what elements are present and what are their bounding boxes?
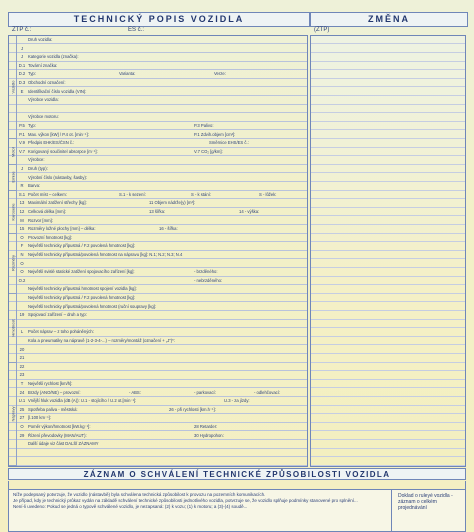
table-row — [9, 389, 307, 397]
section-label-text: Vozidlo — [10, 80, 15, 94]
row-code: 24 — [19, 389, 25, 395]
table-row — [9, 440, 307, 448]
row-label: Kola a pneumatiky na nápravě (1-2-3-4-...) – rozměry/montáž (označení + „J“)*: — [28, 338, 175, 343]
table-row — [9, 432, 307, 440]
row-code: T — [20, 381, 24, 386]
row-label: Spotřeba paliva - městská: — [28, 406, 78, 412]
change-row — [311, 423, 465, 431]
table-row — [9, 346, 307, 354]
table-row — [9, 457, 307, 465]
row-label: Předpis EHK/ES/ČSN č.: — [28, 140, 75, 146]
row-subfield-label: 14 - výška: — [239, 209, 260, 214]
change-row — [311, 320, 465, 328]
row-code: V.7 — [19, 148, 25, 154]
section-label-text: Rozměry — [10, 255, 15, 272]
row-label: Počet náprav – z toho poháněných: — [28, 329, 94, 335]
row-subfield-label: 16 - šířka: — [159, 226, 178, 232]
row-label: Korigovaný součinitel absorpce [m⁻¹]: — [28, 148, 98, 154]
change-row — [311, 251, 465, 259]
approval-section-title: ZÁZNAM O SCHVÁLENÍ TECHNICKÉ ZPŮSOBILOSTI VOZIDLA — [8, 468, 466, 480]
row-label: Další údaje viz část DALŠÍ ZÁZNAMY — [28, 441, 99, 447]
row-label: Druh vozidla: — [28, 37, 53, 42]
row-subfield-label: Varianta: — [119, 71, 136, 77]
section-label-text: Nápravy — [10, 406, 15, 422]
row-code: P.5 — [19, 123, 25, 128]
row-subfield-label: - nebrzděného: — [194, 277, 223, 283]
table-row — [9, 53, 307, 61]
section-label-text: Hmotnost — [10, 319, 15, 337]
row-label: Typ: — [28, 123, 36, 128]
row-code: V.9 — [19, 140, 25, 146]
table-row — [9, 165, 307, 173]
row-label: Řízení převodovky (MAN/AUT): — [28, 432, 87, 438]
row-code: S.1 — [18, 191, 26, 197]
table-row — [9, 277, 307, 285]
change-row — [311, 191, 465, 199]
change-row — [311, 380, 465, 388]
change-row — [311, 389, 465, 397]
row-code: 15 — [19, 226, 25, 232]
row-label: Vnější hluk vozidla (dB (A)): U.1 - stojícího / U.2 ot.[min⁻¹]: — [28, 398, 137, 404]
change-row — [311, 449, 465, 457]
section-label — [9, 363, 17, 466]
change-row — [311, 346, 465, 354]
change-row — [311, 260, 465, 268]
row-code: E — [20, 88, 24, 94]
table-row — [9, 303, 307, 311]
row-subfield-label: P.1 Zdvih.objem [cm³]: — [194, 131, 236, 137]
table-row — [9, 354, 307, 362]
table-row — [9, 217, 307, 225]
table-row — [9, 449, 307, 457]
row-label: Max. výkon [kW] / P.4 ot. [min⁻¹]: — [28, 131, 89, 137]
row-code: D.1 — [18, 62, 26, 68]
row-subfield-label: - parkovací: — [194, 389, 216, 395]
section-label-text: Emise — [10, 171, 15, 183]
change-row — [311, 53, 465, 61]
row-code: O — [20, 424, 24, 429]
row-label: Počet míst – celkem: — [28, 191, 67, 197]
row-subfield-label: 28 Retarder: — [194, 424, 218, 429]
change-row — [311, 79, 465, 87]
change-row — [311, 457, 465, 465]
row-code: 12 — [19, 209, 25, 214]
approval-statement-2: Je případ, kdy je technický průkaz vydán na základě schválení technické způsobilosti jednotlivého vozidla, potvrzuje se, že vozidlo splňuje podmínky stanovené pro splnění... — [13, 498, 358, 504]
table-row — [9, 96, 307, 104]
change-row — [311, 242, 465, 250]
row-label: Maximální zatížení střechy [kg]: — [28, 200, 87, 206]
row-subfield-label: - odlehčovací: — [254, 389, 281, 395]
row-code: M — [20, 217, 24, 223]
section-label — [9, 294, 17, 363]
row-subfield-label: U.3 - za jízdy: — [224, 398, 250, 404]
row-subfield-label: V.7 CO₂ [g/km]: — [194, 148, 223, 154]
change-row — [311, 36, 465, 44]
table-row — [9, 311, 307, 319]
row-label: Celková délka [mm]: — [28, 209, 66, 214]
approval-statement-1: Níže podepsaný potvrzuje, že vozidlo (nástavbě) byla schválena technická způsobilost k provozu na pozemních komunikacích. — [13, 492, 266, 497]
table-row — [9, 148, 307, 156]
approval-note: Doklad o ruleyé vozidla - záznam o celkém projednávání — [391, 490, 467, 531]
row-label: Kategorie vozidla (značka): — [28, 54, 79, 60]
row-label: Druh (typ): — [28, 166, 48, 171]
table-row — [9, 70, 307, 78]
change-row — [311, 294, 465, 302]
change-row — [311, 277, 465, 285]
row-subfield-label: S - lůžek: — [259, 191, 277, 197]
row-subfield-label: S.1 - k sezení: — [119, 191, 146, 197]
table-row — [9, 62, 307, 70]
change-row — [311, 225, 465, 233]
change-row — [311, 371, 465, 379]
change-row — [311, 174, 465, 182]
change-row — [311, 414, 465, 422]
row-label: Obchodní označení: — [28, 80, 66, 85]
row-code: 19 — [19, 312, 25, 318]
table-row — [9, 113, 307, 121]
approval-text — [13, 492, 383, 511]
change-row — [311, 182, 465, 190]
table-row — [9, 45, 307, 53]
table-row — [9, 131, 307, 139]
change-row — [311, 311, 465, 319]
section-label — [9, 139, 17, 165]
row-label: Největší technicky přípustná / F.2 povolená hmotnost [kg]: — [28, 295, 136, 300]
row-code: 29 — [19, 432, 25, 438]
change-row — [311, 131, 465, 139]
change-row — [311, 139, 465, 147]
row-code: J — [20, 166, 24, 171]
table-row — [9, 260, 307, 268]
table-row — [9, 105, 307, 113]
section-label — [9, 36, 17, 139]
section-label — [9, 191, 17, 234]
row-subfield-label: P.3 Palivo: — [194, 123, 214, 128]
row-subfield-label: Verze: — [214, 71, 226, 77]
row-label: Největší technicky přípustná/povolená hmotnost (ruční soupravy [kg]: — [28, 303, 157, 309]
row-code: 21 — [19, 355, 25, 361]
table-row — [9, 139, 307, 147]
row-code: 22 — [19, 363, 25, 369]
table-row — [9, 171, 307, 183]
change-row — [311, 122, 465, 130]
change-row — [311, 328, 465, 336]
change-row — [311, 113, 465, 121]
change-row — [311, 406, 465, 414]
row-label: Výrobce vozidla: — [28, 97, 59, 103]
change-row — [311, 268, 465, 276]
row-code: F — [20, 243, 24, 249]
row-label: Poměr výkon/hmotnost [kW.kg⁻¹]: — [28, 424, 91, 429]
row-code: P.1 — [19, 131, 25, 137]
approval-box — [8, 489, 466, 532]
row-label: Barva: — [28, 183, 41, 189]
row-subfield-label: 30 Hydropohon: — [194, 432, 224, 438]
table-row — [9, 414, 307, 422]
table-row — [9, 199, 307, 207]
row-code: J — [20, 54, 24, 60]
table-row — [9, 122, 307, 130]
change-row — [311, 397, 465, 405]
row-label: Provozní hmotnost [kg]: — [28, 234, 72, 240]
section-label — [9, 165, 17, 191]
row-label: Největší svislé statické zatížení spojovacího zařízení [kg]: — [28, 269, 135, 275]
table-row — [9, 88, 307, 96]
table-row — [9, 234, 307, 242]
row-code: 25 — [19, 406, 25, 412]
row-code: L — [20, 329, 24, 335]
table-row — [9, 380, 307, 388]
approval-statement-3: Není-li uvedeno: Pokud se jedná o typově schválené vozidlo, je nezapsaná: (2) k vozu; (1) k motoru; a (3)-(4) soudě... — [13, 504, 248, 510]
ztp-label: ZTP č.: — [12, 27, 32, 33]
row-label: Výrobní číslo (nástavby, šasby): — [28, 174, 88, 180]
section-label-text: Motor — [10, 146, 15, 157]
change-row — [311, 363, 465, 371]
change-row — [311, 354, 465, 362]
row-code: D.2 — [18, 71, 26, 77]
table-row — [9, 191, 307, 199]
row-subfield-label: - brzděného: — [194, 269, 218, 275]
table-row — [9, 320, 307, 328]
table-row — [9, 242, 307, 250]
row-code: J — [20, 45, 24, 51]
row-code: O.2 — [18, 277, 26, 283]
change-row — [311, 105, 465, 113]
table-row — [9, 182, 307, 190]
row-label: Typ: — [28, 71, 36, 77]
approval-grid — [8, 481, 466, 489]
row-code: U.1 — [18, 398, 26, 404]
row-label: Tovární značka: — [28, 62, 58, 68]
change-row — [311, 337, 465, 345]
change-row — [311, 62, 465, 70]
vehicle-description-table — [8, 35, 308, 467]
table-row — [9, 156, 307, 164]
table-row — [9, 251, 307, 259]
table-row — [9, 337, 307, 345]
change-row — [311, 217, 465, 225]
row-label: Brzdy (ANO/NE) – provozní: — [28, 389, 81, 395]
row-code: O — [20, 260, 24, 266]
change-row — [311, 148, 465, 156]
table-row — [9, 406, 307, 414]
row-code: O — [20, 269, 24, 275]
row-label: Rozvor [mm]: — [28, 217, 53, 223]
change-row — [311, 303, 465, 311]
table-row — [9, 79, 307, 87]
row-label: Spojovací zařízení – druh a typ: — [28, 312, 87, 318]
section-label — [9, 234, 17, 294]
es-label: ES č.: — [128, 27, 145, 33]
change-heading: ZMĚNA — [310, 12, 468, 27]
row-label: Identifikační číslo vozidla (VIN): — [28, 88, 87, 94]
section-label-text: Karoserie — [10, 203, 15, 221]
row-code: 27 — [19, 415, 25, 421]
row-code: N — [20, 252, 24, 257]
table-row — [9, 285, 307, 293]
table-row — [9, 268, 307, 276]
table-row — [9, 225, 307, 233]
row-code: 20 — [19, 346, 25, 352]
row-code: D.3 — [18, 80, 26, 85]
row-label: Největší technicky přípustná/povolená hmotnost na nápravu [kg]: N.1; N.2; N.3; N.4 — [28, 252, 183, 257]
row-code: O — [20, 234, 24, 240]
table-row — [9, 208, 307, 216]
row-label: [l.100 km⁻¹]: — [28, 415, 51, 421]
row-subfield-label: - ABS: — [129, 389, 141, 395]
change-row — [311, 234, 465, 242]
table-row — [9, 328, 307, 336]
change-row — [311, 88, 465, 96]
change-row — [311, 96, 465, 104]
change-column — [310, 35, 466, 467]
row-code: R — [20, 183, 24, 189]
table-row — [9, 294, 307, 302]
row-label: Největší rychlost [km/h]: — [28, 381, 73, 386]
change-row — [311, 165, 465, 173]
row-subfield-label: 13 šířka: — [149, 209, 166, 214]
row-label: Rozměry ložné plochy [mm] – délka: — [28, 226, 96, 232]
table-row — [9, 397, 307, 405]
change-row — [311, 285, 465, 293]
table-row — [9, 363, 307, 371]
table-row — [9, 423, 307, 431]
change-row — [311, 440, 465, 448]
change-row — [311, 70, 465, 78]
row-code: 23 — [19, 372, 25, 378]
change-row — [311, 432, 465, 440]
row-subfield-label: S - k stání: — [191, 191, 212, 197]
row-label: Výrobce motoru: — [28, 114, 59, 120]
row-subfield-label: 26 - při rychlosti [km.h⁻¹]: — [169, 406, 216, 412]
table-row — [9, 36, 307, 44]
ztp-right-label: (ZTP) — [314, 27, 330, 33]
row-label: Výrobce: — [28, 157, 45, 163]
row-code: 13 — [19, 200, 25, 206]
change-row — [311, 199, 465, 207]
row-subfield-label: Směrnice EHS/ES č.: — [209, 140, 249, 146]
page-title: TECHNICKÝ POPIS VOZIDLA — [8, 12, 310, 27]
row-label: Největší technicky přípustná hmotnost spojení vozidla [kg]: — [28, 286, 137, 292]
table-row — [9, 371, 307, 379]
change-row — [311, 156, 465, 164]
change-row — [311, 45, 465, 53]
row-label: Největší technicky přípustná / F.2 povolená hmotnost [kg]: — [28, 243, 136, 249]
change-row — [311, 208, 465, 216]
row-subfield-label: 11 Objem nádrže(y) [m³]: — [149, 200, 196, 206]
